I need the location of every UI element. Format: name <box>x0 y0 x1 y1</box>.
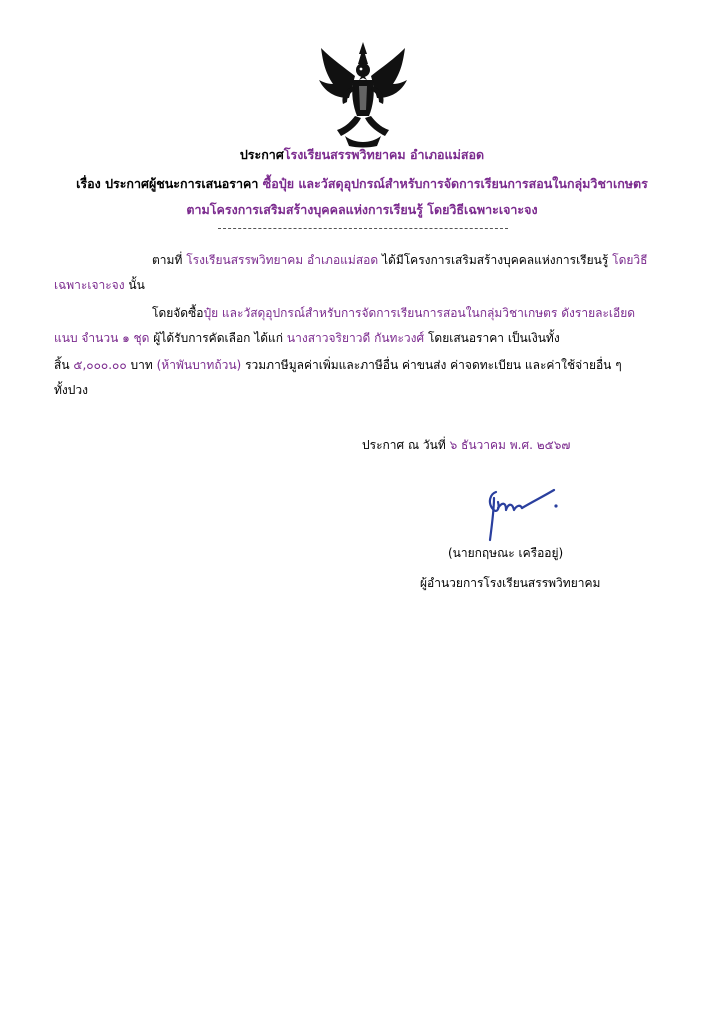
signature-mark <box>468 484 564 546</box>
para2-total-prefix: สิ้น <box>54 358 70 372</box>
para2-line3 <box>54 357 622 373</box>
title-prefix: ประกาศ <box>239 147 284 162</box>
announce-date: ๖ ธันวาคม พ.ศ. ๒๕๖๗ <box>449 438 571 452</box>
para1-end: นั้น <box>128 278 145 292</box>
para2-winner-text: ผู้ได้รับการคัดเลือก ได้แก่ <box>153 331 284 345</box>
para2-line2 <box>54 330 560 346</box>
title-school: โรงเรียนสรรพวิทยาคม อำเภอแม่สอด <box>283 147 485 162</box>
para2-baht: บาท <box>130 358 153 372</box>
para2-amount: ๕,๐๐๐.๐๐ <box>73 358 127 372</box>
subject-prefix: เรื่อง ประกาศผู้ชนะการเสนอราคา <box>76 176 259 191</box>
subject-item: ซื้อปุ๋ย และวัสดุอุปกรณ์สำหรับการจัดการเรียนการสอนในกลุ่มวิชาเกษตร <box>262 176 648 191</box>
title-line <box>40 145 684 165</box>
para1-intro: ตามที่ <box>152 253 183 267</box>
para1-line2 <box>54 277 145 293</box>
para2-offer-text: โดยเสนอราคา เป็นเงินทั้ง <box>427 331 560 345</box>
para2-item: ปุ๋ย และวัสดุอุปกรณ์สำหรับการจัดการเรียนการสอนในกลุ่มวิชาเกษตร ดังรายละเอียด <box>203 306 636 320</box>
para2-attach: แนบ จำนวน ๑ ชุด <box>54 331 150 345</box>
subject-line <box>40 174 684 194</box>
para2-line4: ทั้งปวง <box>54 383 88 397</box>
para1-method-b: เฉพาะเจาะจง <box>54 278 125 292</box>
garuda-emblem-icon <box>315 40 411 148</box>
divider <box>218 228 508 229</box>
subject-project: ตามโครงการเสริมสร้างบุคคลแห่งการเรียนรู้ โดยวิธีเฉพาะเจาะจง <box>186 202 538 217</box>
para1-text: ได้มีโครงการเสริมสร้างบุคคลแห่งการเรียนรู้ <box>381 253 609 267</box>
announce-line <box>362 437 570 453</box>
para2-amount-words: (ห้าพันบาทถ้วน) <box>156 358 242 372</box>
para2-tax-text: รวมภาษีมูลค่าเพิ่มและภาษีอื่น ค่าขนส่ง ค่าจดทะเบียน และค่าใช้จ่ายอื่น ๆ <box>245 358 622 372</box>
signer-name: (นายกฤษณะ เครืออยู่) <box>448 546 564 560</box>
signer-position: ผู้อำนวยการโรงเรียนสรรพวิทยาคม <box>420 576 601 590</box>
para2-line1 <box>152 305 635 321</box>
para2-intro: โดยจัดซื้อ <box>152 306 204 320</box>
para1-line1 <box>152 252 647 268</box>
announce-label: ประกาศ ณ วันที่ <box>362 438 446 452</box>
para2-winner-name: นางสาวจริยาวดี กันทะวงศ์ <box>286 331 425 345</box>
para1-school: โรงเรียนสรรพวิทยาคม อำเภอแม่สอด <box>186 253 379 267</box>
para1-method-a: โดยวิธี <box>612 253 648 267</box>
